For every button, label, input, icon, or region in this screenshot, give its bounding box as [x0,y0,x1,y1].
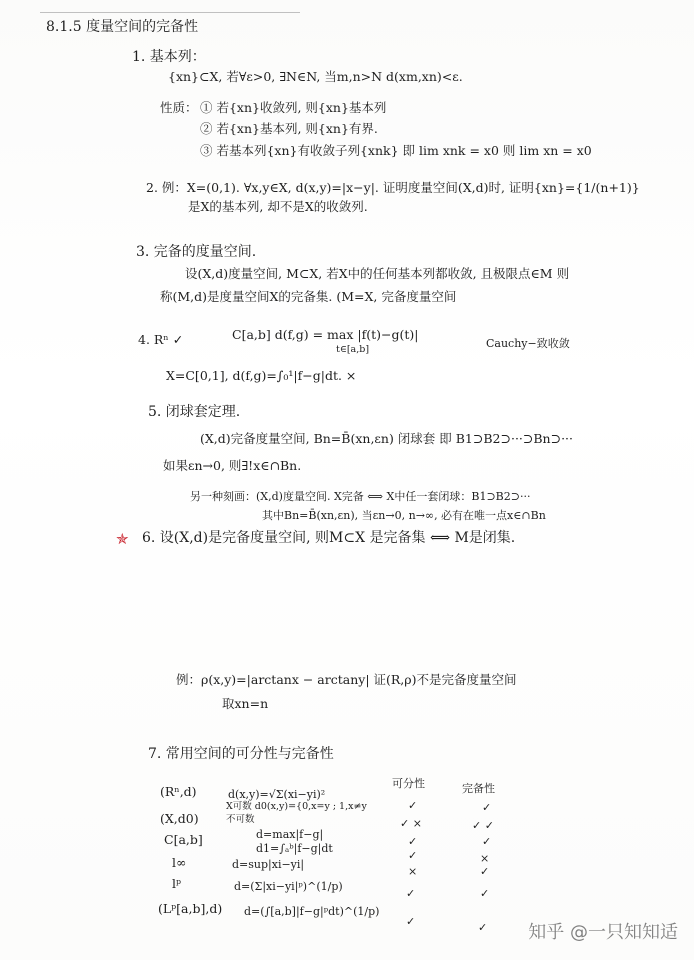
section2-example-line2: 是X的基本列, 却不是X的收敛列. [188,199,368,214]
row-separable: ✓ [406,887,416,900]
section5-line2: 如果εn→0, 则∃!x∈∩Bn. [163,458,302,473]
col-separable-header: 可分性 [392,777,425,790]
section1-property-1: ① 若{xn}收敛列, 则{xn}基本列 [200,100,387,115]
section6-theorem: 6. 设(X,d)是完备度量空间, 则M⊂X 是完备集 ⟺ M是闭集. [142,530,516,546]
col-complete-header: 完备性 [462,782,495,795]
section3-line2: 称(M,d)是度量空间X的完备集. (M=X, 完备度量空间 [160,289,457,304]
row-separable: ✓ [408,849,418,862]
row-space: C[a,b] [164,832,203,847]
star-icon: ✯ [116,530,129,548]
section3-line1: 设(X,d)度量空间, M⊂X, 若X中的任何基本列都收敛, 且极限点∈M 则 [185,266,570,281]
row-separable: × [408,865,418,878]
row-metric: d(x,y)=√Σ(xi−yi)² [228,788,326,801]
example2-line1: 例：ρ(x,y)=|arctanx − arctany| 证(R,ρ)不是完备度量空间 [176,672,517,687]
row-complete: ✓ [482,835,492,848]
section1-property-2: ② 若{xn}基本列, 则{xn}有界. [200,121,378,136]
section4-line2: X=C[0,1], d(f,g)=∫₀¹|f−g|dt. × [166,368,357,383]
row-complete: ✓ ✓ [472,819,494,832]
section4-max-subscript: t∈[a,b] [336,344,370,355]
section5-line3: 另一种刻画：(X,d)度量空间. X完备 ⟺ X中任一套闭球：B1⊃B2⊃··· [190,490,531,503]
row-metric: d=(∫[a,b]|f−g|ᵖdt)^(1/p) [244,905,380,918]
section2-example-line1: 2. 例：X=(0,1). ∀x,y∈X, d(x,y)=|x−y|. 证明度量空间(X,d)时, 证明{xn}={1/(n+1)} [146,180,640,195]
section4-cauchy-note: Cauchy−致收敛 [486,337,570,350]
row-complete: ✓ [480,865,490,878]
row-separable: ✓ [406,915,416,928]
section1-property-label: 性质： [160,100,198,115]
row-separable: ✓ [408,835,418,848]
row-complete: ✓ [480,887,490,900]
page-title: 8.1.5 度量空间的完备性 [46,19,199,35]
row-metric-extra: 不可数 [226,814,255,825]
row-complete: × [480,852,490,865]
row-space: lᵖ [172,876,181,891]
section1-title: 1. 基本列： [132,49,206,65]
section4-c-ab: C[a,b] d(f,g) = max |f(t)−g(t)| [232,327,419,342]
row-metric: d=max|f−g| [256,828,324,841]
row-space: l∞ [172,855,187,870]
row-complete: ✓ [482,801,492,814]
section7-title: 7. 常用空间的可分性与完备性 [148,746,334,762]
page-top-edge [40,12,300,13]
example2-line2: 取xn=n [222,696,269,711]
row-metric: d=(Σ|xi−yi|ᵖ)^(1/p) [234,880,343,893]
section3-title: 3. 完备的度量空间. [136,244,257,260]
row-metric: d=sup|xi−yi| [232,858,305,871]
section5-line1: (X,d)完备度量空间, Bn=B̄(xn,εn) 闭球套 即 B1⊃B2⊃···⊃Bn⊃··· [200,431,573,446]
section5-line4: 其中Bn=B̄(xn,εn), 当εn→0, n→∞, 必有在唯一点x∈∩Bn [262,509,546,522]
row-space: (Rⁿ,d) [160,784,197,799]
row-metric: X可数 d0(x,y)={0,x=y ; 1,x≠y [226,801,367,812]
section4-rn: 4. Rⁿ ✓ [138,332,184,347]
row-space: (X,d0) [160,811,199,826]
section1-property-3: ③ 若基本列{xn}有收敛子列{xnk} 即 lim xnk = x0 则 lim xn = x0 [200,143,592,158]
watermark: 知乎 @一只知知适 [528,922,678,943]
row-space: (Lᵖ[a,b],d) [158,901,223,916]
section5-title: 5. 闭球套定理. [148,404,241,420]
row-separable: ✓ [408,799,418,812]
row-metric: d1=∫ₐᵇ|f−g|dt [256,842,333,855]
row-complete: ✓ [478,921,488,934]
section1-definition: {xn}⊂X, 若∀ε>0, ∃N∈N, 当m,n>N d(xm,xn)<ε. [168,69,463,84]
row-separable: ✓ × [400,817,422,830]
